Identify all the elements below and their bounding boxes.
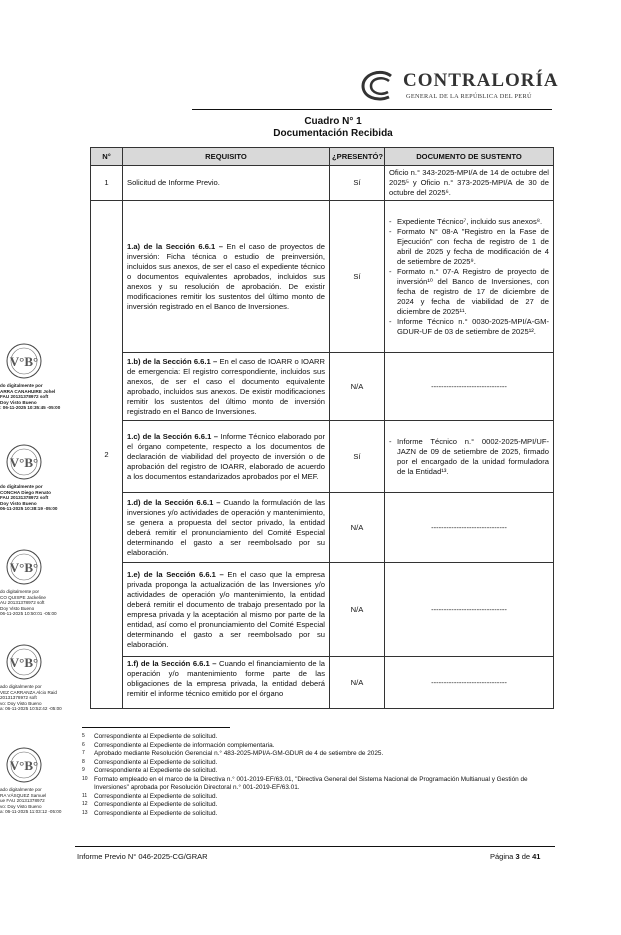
sustento-list bbox=[389, 217, 549, 337]
org-subtitle: GENERAL DE LA REPÚBLICA DEL PERÚ bbox=[406, 93, 532, 100]
requisito-text: Cuando la formulación de las inversiones y/o actividades de operación y mantenimiento, se genera a propuesta del sector privado, la entidad deberá remitir el pronunciamiento del Comité Especial determinando el gasto a ser reembolsado por su elaboración. bbox=[127, 497, 326, 557]
stamp-line: FAU 20131378972 soft bbox=[0, 495, 49, 501]
list-item: - Informe Técnico n.° 0030-2025-MPI/A-GM-GDUR-UF de 03 de setiembre de 2025¹². bbox=[389, 317, 549, 337]
row-sustento bbox=[385, 201, 554, 353]
footnote-text: Correspondiente al Expediente de solicitud. bbox=[94, 792, 218, 800]
footnote-text: Correspondiente al Expediente de solicitud. bbox=[94, 733, 218, 740]
row-presento: N/A bbox=[330, 353, 385, 421]
stamp-details bbox=[0, 383, 80, 411]
footnote bbox=[82, 750, 557, 759]
requisito-text: Informe Técnico elaborado por el órgano competente, respecto a los documentos de declaración de viabilidad del proyecto de inversión o de aprobación del registro de IOARR, elaborado de acuerdo a los documentos estandarizados aprobados por el MEF. bbox=[127, 431, 325, 481]
footer-rule bbox=[75, 846, 555, 847]
stamp-line: vo: Doy Visto Bueno bbox=[0, 803, 42, 809]
footnote-text: Correspondiente al Expediente de solicitud. bbox=[94, 809, 218, 817]
documents-table bbox=[90, 147, 554, 709]
stamp-line: 06-11-2025 10:38:19 -05:00 bbox=[0, 506, 58, 512]
row-requisito bbox=[123, 201, 330, 353]
stamp-line: AU 20131378972 soft bbox=[0, 600, 45, 606]
table-row bbox=[91, 166, 554, 201]
table-row bbox=[91, 421, 554, 493]
stamp-line: RA VÁSQUEZ Samuel bbox=[0, 792, 47, 798]
header-presento: ¿PRESENTÓ? bbox=[330, 148, 385, 166]
stamp-line: 20131378972 soft bbox=[0, 695, 37, 701]
footnote-number: 9 bbox=[82, 767, 85, 773]
row-requisito: Solicitud de Informe Previo. bbox=[123, 166, 330, 201]
page-prefix: Página bbox=[490, 852, 516, 861]
vb-seal-icon bbox=[6, 549, 42, 585]
requisito-text: En el caso de proyectos de inversión: Ficha técnica o estudio de preinversión, incluidos sus anexos, de ser el caso el expediente técnico o documentos equivalentes aprobados, incluidos sus anexos y su resolución de aprobación. De existir modificaciones remitir los sustentos del último monto de inversión registrado en el Banco de Inversiones. bbox=[127, 241, 325, 311]
header-sustento: DOCUMENTO DE SUSTENTO bbox=[385, 148, 554, 166]
header-requisito: REQUISITO bbox=[123, 148, 330, 166]
footnote-text: Correspondiente al Expediente de información complementaria. bbox=[94, 741, 275, 749]
section-lead: 1.e) de la Sección 6.6.1 – bbox=[127, 569, 224, 579]
section-lead: 1.a) de la Sección 6.6.1 – bbox=[127, 241, 223, 251]
row-num: 1 bbox=[91, 166, 123, 201]
footnote bbox=[82, 767, 557, 776]
row-requisito bbox=[123, 563, 330, 657]
vb-seal-icon bbox=[6, 343, 42, 379]
footnote-number: 11 bbox=[82, 792, 88, 799]
stamp-line: ado digitalmente por bbox=[0, 787, 42, 792]
row-sustento bbox=[385, 421, 554, 493]
contraloria-logo bbox=[361, 68, 559, 104]
contraloria-emblem-icon bbox=[361, 70, 397, 102]
section-lead: 1.c) de la Sección 6.6.1 – bbox=[127, 431, 219, 441]
row-sustento: ------------------------------ bbox=[385, 563, 554, 657]
table-caption-title: Cuadro N° 1 bbox=[304, 116, 362, 127]
seal-text: V°B° bbox=[9, 758, 39, 773]
stamp-line: Doy Visto Bueno bbox=[0, 605, 35, 611]
footnote bbox=[82, 759, 557, 768]
footnote bbox=[82, 776, 557, 793]
stamp-line: ue FAU 20131378972 bbox=[0, 798, 45, 804]
footnote-rule bbox=[82, 727, 230, 728]
row-sustento: ------------------------------ bbox=[385, 353, 554, 421]
seal-text: V°B° bbox=[9, 655, 39, 670]
vb-seal-icon bbox=[6, 444, 42, 480]
footnote-number: 7 bbox=[82, 750, 85, 756]
table-row bbox=[91, 493, 554, 563]
stamp-line: ARRA CANAHUIRE Johel bbox=[0, 388, 56, 394]
row-sustento: ------------------------------ bbox=[385, 493, 554, 563]
footnote-text: Correspondiente al Expediente de solicitud. bbox=[94, 758, 218, 766]
stamp-details bbox=[0, 787, 80, 815]
footnote bbox=[82, 733, 557, 742]
stamp-line: : 06-11-2025 10:35:45 -05:00 bbox=[0, 405, 61, 411]
vb-seal-icon bbox=[6, 644, 42, 680]
footnote-number: 13 bbox=[82, 809, 88, 816]
list-item: - Formato n.° 07-A Registro de proyecto de inversión¹⁰ del Banco de Inversiones, con fecha de registro de 17 de diciembre de 2024 y fecha de viabilidad de 27 de diciembre de 2025¹¹. bbox=[389, 267, 549, 317]
footnote-text: Formato empleado en el marco de la Directiva n.° 001-2019-EF/63.01, "Directiva General del Sistema Nacional de Programación Multianual y Gestión de Inversiones" aprobada por Resolución Directoral n.° 001-2019-EF/63.01. bbox=[94, 775, 528, 791]
org-name: CONTRALORÍA bbox=[403, 70, 559, 91]
footnote bbox=[82, 801, 557, 810]
stamp-line: Doy Visto Bueno bbox=[0, 500, 37, 506]
page-total: 41 bbox=[532, 852, 541, 861]
table-header-row bbox=[91, 148, 554, 166]
footnote-number: 12 bbox=[82, 801, 88, 807]
stamp-line: ado digitalmente por bbox=[0, 684, 42, 689]
row-num: 2 bbox=[91, 201, 123, 709]
header-rule bbox=[192, 109, 552, 110]
stamp-line: vo: Doy Visto Bueno bbox=[0, 700, 42, 706]
page-current: 3 bbox=[515, 852, 520, 861]
row-requisito bbox=[123, 353, 330, 421]
seal-text: V°B° bbox=[9, 354, 39, 369]
section-lead: 1.f) de la Sección 6.6.1 – bbox=[127, 659, 217, 668]
page-sep: de bbox=[519, 852, 533, 861]
footnotes bbox=[82, 733, 557, 818]
header-num: N° bbox=[91, 148, 123, 166]
vb-seal-icon bbox=[6, 747, 42, 783]
stamp-line: do digitalmente por bbox=[0, 484, 43, 489]
footnote-number: 10 bbox=[82, 775, 88, 782]
stamp-details bbox=[0, 589, 80, 617]
list-item: - Expediente Técnico⁷, incluido sus anexos⁸. bbox=[389, 217, 549, 227]
stamp-line: 06-11-2025 10:50:01 -05:00 bbox=[0, 611, 57, 617]
footnote-number: 6 bbox=[82, 741, 85, 748]
row-sustento: Oficio n.° 343-2025-MPI/A de 14 de octubre del 2025⁵ y Oficio n.° 373-2025-MPI/A de 30 de octubre del 2025⁶. bbox=[385, 166, 554, 201]
footnote-text: Correspondiente al Expediente de solicitud. bbox=[94, 801, 218, 808]
row-presento: N/A bbox=[330, 493, 385, 563]
stamp-line: do digitalmente por bbox=[0, 589, 40, 594]
stamp-line: do digitalmente por bbox=[0, 383, 43, 388]
row-requisito bbox=[123, 657, 330, 709]
requisito-text: En el caso de IOARR o IOARR de emergencia: El registro correspondiente, incluidos sus anexos, de ser el caso el documento equivalente aprobado, incluidos sus anexos. De existir modificaciones remitir los sustentos del último monto de inversión registrado en el Banco de Inversiones. bbox=[127, 356, 325, 416]
stamp-details bbox=[0, 484, 80, 512]
table-row bbox=[91, 353, 554, 421]
stamp-line: a: 06-11-2025 10:52:42 -05:00 bbox=[0, 706, 62, 712]
stamp-line: CONCHA Diego Renato bbox=[0, 489, 51, 495]
requisito-text: Cuando el financiamiento de la operación y/o mantenimiento forme parte de las obligaciones de la empresa privada, la entidad deberá remitir el informe técnico emitido por el órgano bbox=[127, 659, 326, 698]
footnote-text: Correspondiente al Expediente de solicitud. bbox=[94, 767, 218, 774]
section-lead: 1.b) de la Sección 6.6.1 – bbox=[127, 356, 218, 366]
stamp-line: a: 06-11-2025 11:03:12 -05:00 bbox=[0, 809, 62, 815]
stamp-line: VEZ CARRANZA Alcio Raid bbox=[0, 689, 57, 695]
stamp-line: FAU 20131378972 soft bbox=[0, 394, 49, 400]
seal-text: V°B° bbox=[9, 455, 39, 470]
footnote-text: Aprobado mediante Resolución Gerencial n.° 483-2025-MPI/A-GM-GDUR de 4 de setiembre de 2025. bbox=[94, 750, 384, 757]
row-requisito bbox=[123, 493, 330, 563]
stamp-details bbox=[0, 684, 80, 712]
row-presento: N/A bbox=[330, 657, 385, 709]
footnote bbox=[82, 742, 557, 751]
list-item: - Informe Técnico n.° 0002-2025-MPI/UF-JAZN de 09 de setiembre de 2025, firmado por el encargado de la unidad formuladora de la Entidad¹³. bbox=[389, 437, 549, 477]
row-presento: Sí bbox=[330, 201, 385, 353]
footnote bbox=[82, 810, 557, 819]
list-item: - Formato N° 08-A "Registro en la Fase de Ejecución" con fecha de registro de 1 de abril de 2025 y fecha de modificación de 4 de setiembre de 2025⁹. bbox=[389, 227, 549, 267]
row-requisito bbox=[123, 421, 330, 493]
footnote-number: 5 bbox=[82, 733, 85, 739]
documents-table-wrapper bbox=[90, 147, 560, 719]
footnote-number: 8 bbox=[82, 758, 85, 765]
stamp-line: Doy Visto Bueno bbox=[0, 399, 37, 405]
row-presento: N/A bbox=[330, 563, 385, 657]
section-lead: 1.d) de la Sección 6.6.1 – bbox=[127, 497, 221, 507]
seal-text: V°B° bbox=[9, 560, 39, 575]
table-row bbox=[91, 201, 554, 353]
row-presento: Sí bbox=[330, 421, 385, 493]
table-row bbox=[91, 563, 554, 657]
row-presento: Sí bbox=[330, 166, 385, 201]
requisito-text: En el caso que la empresa privada proponga la actualización de las Inversiones y/o actividades de operación y/o mantenimiento, la entidad deberá remitir el documento de trabajo presentado por la empresa privada y la aceptación al mismo por parte de la entidad, así como el pronunciamiento del Comité Especial determinando el gasto a ser reembolsado por su elaboración. bbox=[127, 569, 325, 649]
page-number bbox=[490, 852, 540, 861]
report-id: Informe Previo N° 046-2025-CG/GRAR bbox=[77, 852, 208, 861]
footnote bbox=[82, 793, 557, 802]
stamp-line: CO QUISPE Jackeline bbox=[0, 594, 46, 600]
table-caption-subtitle: Documentación Recibida bbox=[273, 128, 393, 139]
table-row bbox=[91, 657, 554, 709]
sustento-list bbox=[389, 437, 549, 477]
row-sustento: ------------------------------ bbox=[385, 657, 554, 709]
